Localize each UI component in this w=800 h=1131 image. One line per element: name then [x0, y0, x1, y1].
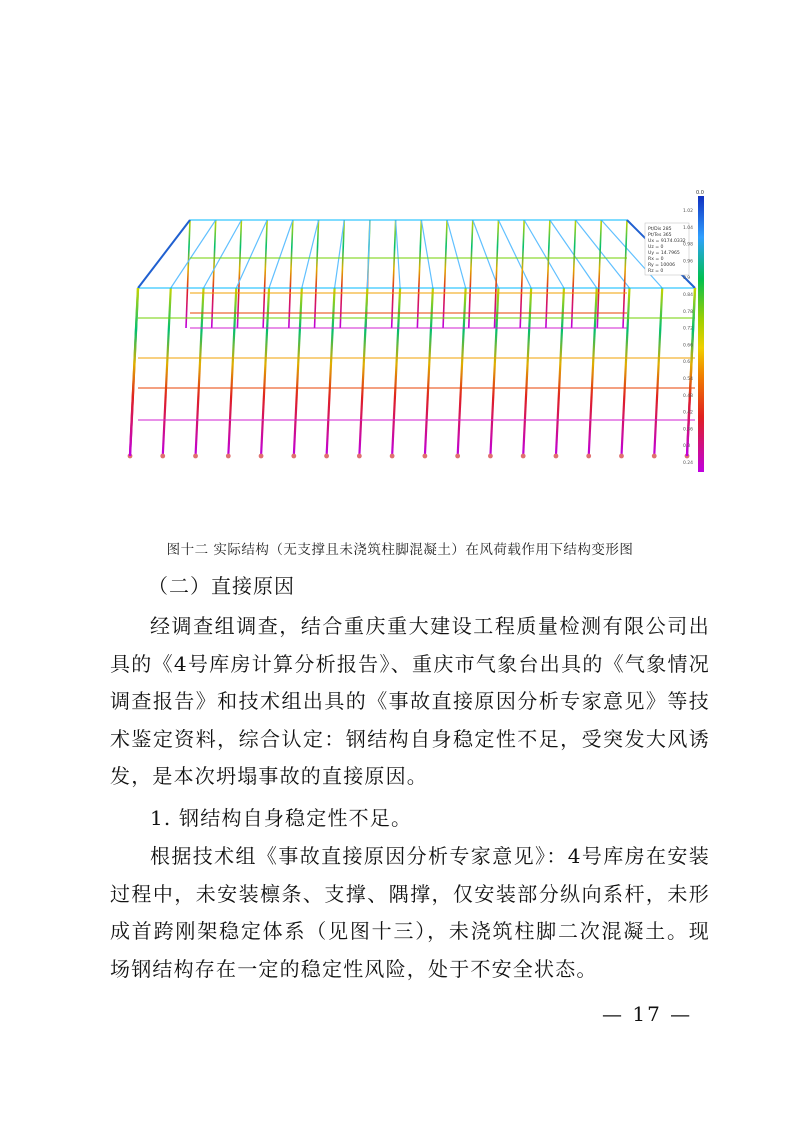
- rafter: [447, 220, 466, 288]
- column-base: [324, 454, 329, 459]
- back-column: [392, 220, 396, 328]
- section-heading: （二）直接原因: [148, 574, 295, 598]
- legend-tick-label: 0.42: [683, 410, 694, 416]
- info-line: Rz = 0: [648, 269, 664, 274]
- back-column: [289, 220, 293, 328]
- legend-top-label: 0.0: [696, 190, 704, 196]
- legend-tick-label: 1.04: [683, 225, 694, 231]
- legend-tick-label: 0.48: [683, 393, 694, 399]
- back-column: [623, 220, 627, 328]
- info-line: Ux = 9174.0332: [648, 239, 686, 244]
- rafter: [396, 220, 400, 288]
- figure-caption: 图十二 实际结构（无支撑且未浇筑柱脚混凝土）在风荷载作用下结构变形图: [166, 542, 634, 558]
- legend-tick-label: 0.3: [683, 444, 691, 450]
- end-frame: [130, 288, 138, 456]
- back-column: [597, 220, 601, 328]
- column-base: [160, 454, 165, 459]
- column-base: [586, 454, 591, 459]
- info-line: Ry = 10006: [648, 263, 676, 268]
- legend-tick-label: 0.54: [683, 377, 694, 382]
- rafter: [473, 220, 499, 288]
- back-column: [520, 220, 524, 328]
- column-base: [619, 454, 624, 459]
- column-base: [226, 454, 231, 459]
- info-line: Rx = 0: [648, 257, 664, 262]
- back-column: [417, 220, 421, 328]
- back-column: [263, 220, 267, 328]
- back-column: [443, 220, 447, 328]
- deformation-diagram: [112, 188, 712, 476]
- column-base: [259, 454, 264, 459]
- info-line: Uy = 14.7965: [648, 251, 680, 256]
- back-column: [237, 220, 241, 328]
- back-column: [212, 220, 216, 328]
- rafter: [498, 220, 531, 288]
- rafter: [576, 220, 630, 288]
- legend-tick-label: 0.78: [683, 309, 694, 315]
- info-line: Pt/Dis 285: [648, 227, 672, 232]
- rafter: [367, 220, 370, 288]
- column-base: [455, 454, 460, 459]
- back-column: [546, 220, 550, 328]
- back-column: [186, 220, 190, 328]
- end-frame: [138, 220, 190, 288]
- legend-tick-label: 0.98: [683, 242, 694, 248]
- legend-tick-label: 1.02: [683, 209, 694, 214]
- column-base: [652, 454, 657, 459]
- paragraph-direct-cause: 经调查组调查，结合重庆重大建设工程质量检测有限公司出具的《4号库房计算分析报告》、重庆市气象台出具的《气象情况调查报告》和技术组出具的《事故直接原因分析专家意见》等技术鉴定资料，综合认定：钢结构自身稳定性不足，受突发大风诱发，是本次坍塌事故的直接原因。: [110, 614, 710, 788]
- column-base: [291, 454, 296, 459]
- back-column: [572, 220, 576, 328]
- legend-tick-label: 0.72: [683, 326, 694, 332]
- structure-deformation-figure: [112, 188, 712, 476]
- column-base: [390, 454, 395, 459]
- legend-tick-label: 0.66: [683, 343, 694, 349]
- legend-tick-label: 0.36: [683, 427, 694, 433]
- column-base: [357, 454, 362, 459]
- column-base: [521, 454, 526, 459]
- legend-tick-label: 0.24: [683, 461, 694, 466]
- paragraph-expert-opinion: 根据技术组《事故直接原因分析专家意见》：4号库房在安装过程中，未安装檩条、支撑、隅撑，仅安装部分纵向系杆，未形成首跨刚架稳定体系（见图十三），未浇筑柱脚二次混凝土。现场钢结构存在一定的稳定性风险，处于不安全状态。: [110, 844, 710, 981]
- legend-tick-label: 0.9: [683, 276, 691, 282]
- front-column: [654, 288, 662, 456]
- list-item-1: 1. 钢结构自身稳定性不足。: [150, 806, 413, 830]
- info-line: Uz = 0: [648, 245, 664, 250]
- rafter: [524, 220, 564, 288]
- page-number: — 17 —: [602, 1002, 693, 1026]
- frame-members: [128, 220, 695, 458]
- column-base: [554, 454, 559, 459]
- legend-tick-label: 0.6: [683, 360, 691, 366]
- legend-tick-label: 0.96: [683, 259, 694, 265]
- back-column: [469, 220, 473, 328]
- rafter: [269, 220, 293, 288]
- column-base: [193, 454, 198, 459]
- column-base: [422, 454, 427, 459]
- rafter: [421, 220, 433, 288]
- info-line: Pt/Tes 365: [648, 233, 672, 238]
- legend-color-bar: [698, 196, 704, 472]
- legend-tick-label: 0.84: [683, 293, 694, 298]
- front-column: [163, 288, 171, 456]
- column-base: [488, 454, 493, 459]
